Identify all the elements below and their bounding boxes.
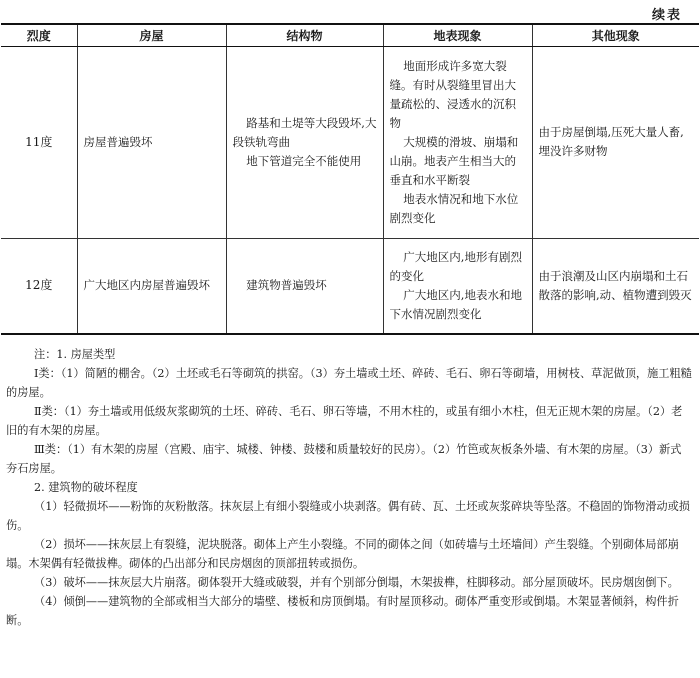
- ground-line: 广大地区内,地表水和地下水情况剧烈变化: [389, 287, 522, 321]
- header-structures: 结构物: [226, 24, 383, 46]
- house-type-3: Ⅲ类：（1）有木架的房屋（宫殿、庙宇、城楼、钟楼、鼓楼和质量较好的民房）。（2）竹笆或灰板条外墙、有木架的房屋。（3）新式夯石房屋。: [6, 443, 682, 475]
- notes-section: [6, 345, 692, 630]
- ground-cell: [383, 46, 532, 238]
- damage-level-1: （1）轻微损坏——粉饰的灰粉散落。抹灰层上有细小裂缝或小块剥落。偶有砖、瓦、土坯或灰浆碎块等坠落。不稳固的饰物滑动或损伤。: [6, 500, 690, 532]
- houses-cell: 广大地区内房屋普遍毁坏: [77, 238, 226, 334]
- intensity-cell: 11度: [1, 46, 77, 238]
- ground-line: 地面形成许多宽大裂缝。有时从裂缝里冒出大量疏松的、浸透水的沉积物: [389, 58, 516, 130]
- ground-line: 广大地区内,地形有剧烈的变化: [389, 249, 522, 283]
- notes-title: 注：1. 房屋类型: [34, 348, 116, 361]
- table-header-row: [1, 24, 699, 46]
- structures-line: 建筑物普遍毁坏: [246, 278, 327, 293]
- damage-level-3: （3）破坏——抹灰层大片崩落。砌体裂开大缝或破裂，并有个别部分倒塌，木架拔榫，柱脚移动。部分屋顶破坏。民房烟囱倒下。: [34, 576, 679, 589]
- header-intensity: 烈度: [1, 24, 77, 46]
- intensity-cell: 12度: [1, 238, 77, 334]
- houses-cell: 房屋普遍毁坏: [77, 46, 226, 238]
- intensity-table: [1, 23, 699, 335]
- header-other: 其他现象: [532, 24, 699, 46]
- damage-level-4: （4）倾倒——建筑物的全部或相当大部分的墙壁、楼板和房顶倒塌。有时屋顶移动。砌体严重变形或倒塌。木架显著倾斜，构件折断。: [6, 595, 679, 627]
- structures-cell: [226, 238, 383, 334]
- other-cell: 由于房屋倒塌,压死大量人畜,埋没许多财物: [532, 46, 699, 238]
- house-type-1: Ⅰ类：（1）简陋的棚舍。（2）土坯或毛石等砌筑的拱窑。（3）夯土墙或土坯、碎砖、毛石、卵石等砌墙，用树枝、草泥做顶，施工粗糙的房屋。: [6, 367, 692, 399]
- damage-title: 2. 建筑物的破坏程度: [34, 481, 138, 494]
- header-ground: 地表现象: [383, 24, 532, 46]
- house-type-2: Ⅱ类：（1）夯土墙或用低级灰浆砌筑的土坯、碎砖、毛石、卵石等墙，不用木柱的，或虽有细小木柱，但无正规木架的房屋。（2）老旧的有木架的房屋。: [6, 405, 683, 437]
- table-row: [1, 238, 699, 334]
- header-houses: 房屋: [77, 24, 226, 46]
- structures-line: 路基和土堤等大段毁坏,大段铁轨弯曲: [232, 115, 377, 149]
- continued-label: 续表: [651, 8, 682, 23]
- ground-line: 大规模的滑坡、崩塌和山崩。地表产生相当大的垂直和水平断裂: [389, 134, 519, 187]
- ground-line: 地表水情况和地下水位剧烈变化: [389, 191, 519, 225]
- damage-level-2: （2）损坏——抹灰层上有裂缝，泥块脱落。砌体上产生小裂缝。不同的砌体之间（如砖墙与土坯墙间）产生裂缝。个别砌体局部崩塌。木架偶有轻微拔榫。砌体的凸出部分和民房烟囱的顶部扭转或损伤。: [6, 538, 679, 570]
- table-row: [1, 46, 699, 238]
- other-cell: 由于浪潮及山区内崩塌和土石散落的影响,动、植物遭到毁灭: [532, 238, 699, 334]
- ground-cell: [383, 238, 532, 334]
- structures-line: 地下管道完全不能使用: [246, 153, 362, 168]
- structures-cell: [226, 46, 383, 238]
